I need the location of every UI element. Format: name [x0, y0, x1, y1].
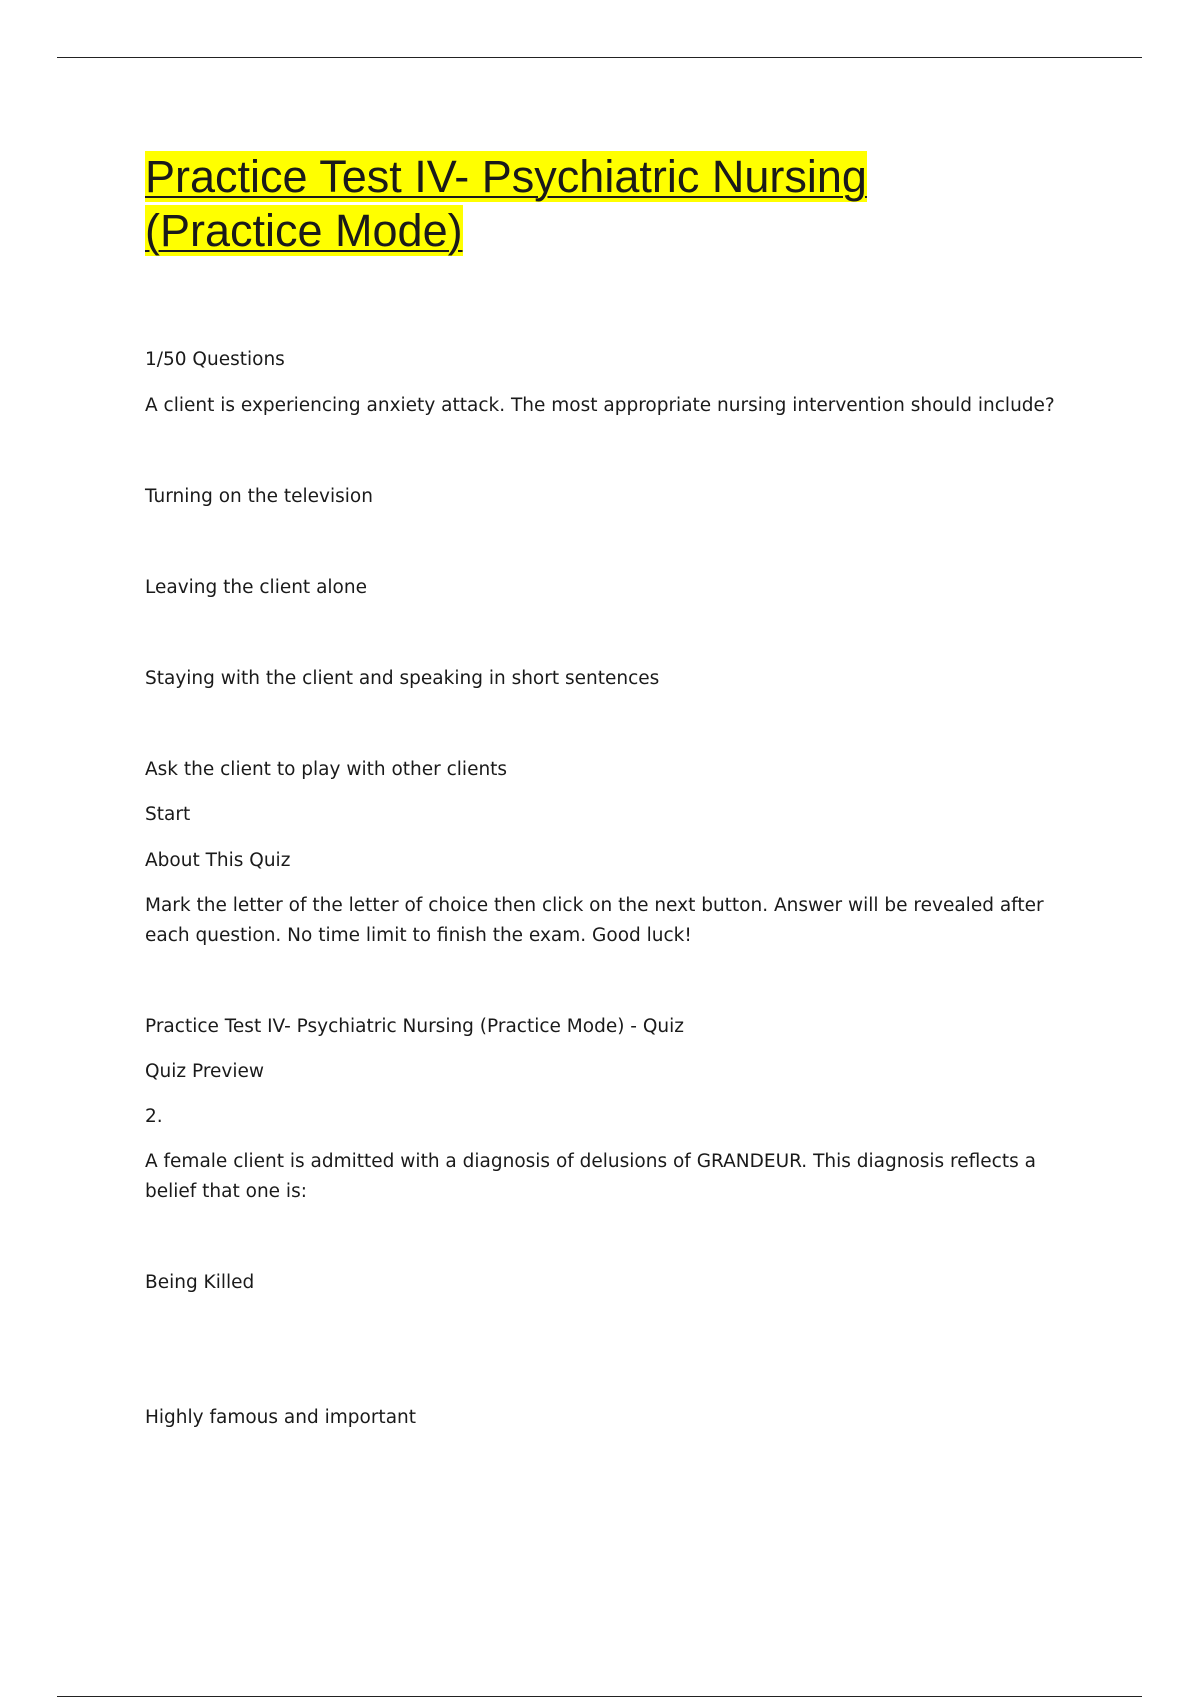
- start-button[interactable]: Start: [145, 804, 191, 825]
- question-1-option-3[interactable]: Staying with the client and speaking in short sentences: [145, 668, 660, 689]
- top-rule: [57, 57, 1142, 58]
- question-2-option-2[interactable]: Highly famous and important: [145, 1407, 417, 1428]
- title-line-2: (Practice Mode): [145, 205, 463, 256]
- question-2-text: A female client is admitted with a diagnosis of delusions of GRANDEUR. This diagnosis reflects a belief that one is:: [145, 1151, 1036, 1202]
- about-text: Mark the letter of the letter of choice then click on the next button. Answer will be revealed after each question. No time limit to finish the exam. Good luck!: [145, 895, 1044, 946]
- question-2-option-1[interactable]: Being Killed: [145, 1272, 255, 1293]
- question-2-number: 2.: [145, 1106, 163, 1127]
- question-1-option-1[interactable]: Turning on the television: [145, 486, 373, 507]
- question-counter: 1/50 Questions: [145, 349, 285, 370]
- quiz-title: Practice Test IV- Psychiatric Nursing (Practice Mode) - Quiz: [145, 1016, 684, 1037]
- quiz-preview-label: Quiz Preview: [145, 1061, 265, 1082]
- title-line-1: Practice Test IV- Psychiatric Nursing: [145, 151, 867, 202]
- question-1-option-4[interactable]: Ask the client to play with other clients: [145, 759, 508, 780]
- question-1-option-2[interactable]: Leaving the client alone: [145, 577, 367, 598]
- question-1-text: A client is experiencing anxiety attack. The most appropriate nursing intervention should include?: [145, 395, 1055, 416]
- document-title: [145, 150, 867, 258]
- bottom-rule: [57, 1696, 1142, 1697]
- about-heading: About This Quiz: [145, 850, 291, 871]
